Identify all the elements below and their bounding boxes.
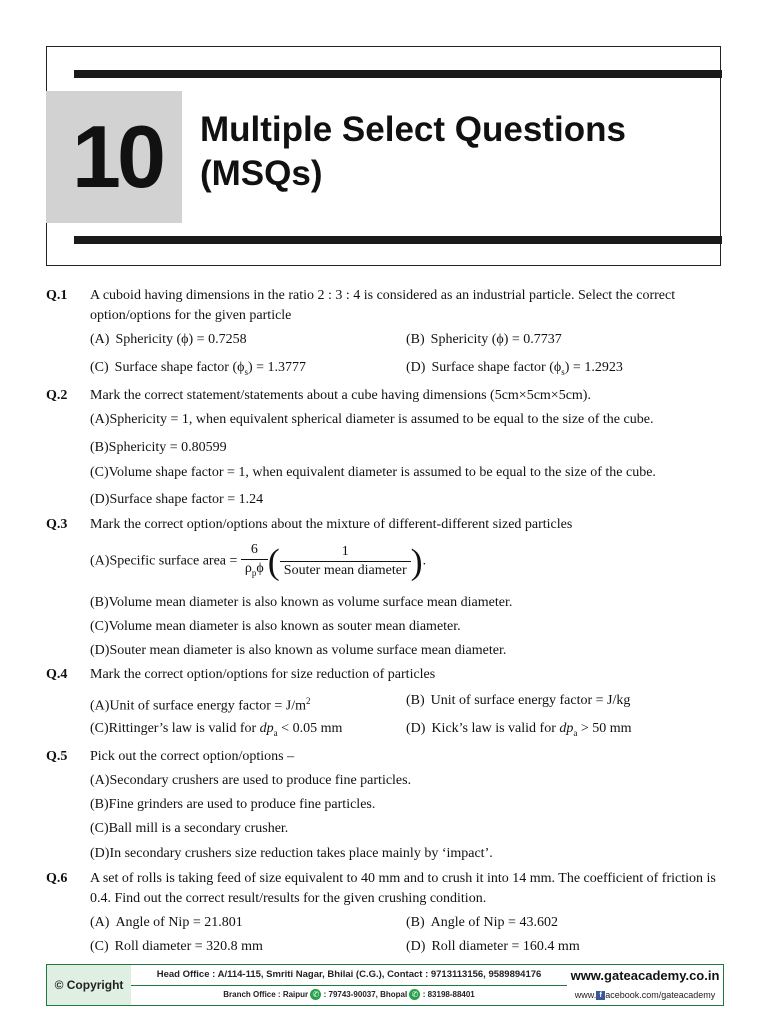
header-rule-top [74, 70, 722, 78]
question-5 [46, 747, 726, 867]
question-number: Q.1 [46, 288, 68, 303]
chapter-title-line1: Multiple Select Questions [200, 110, 626, 149]
option-c: (C)Volume shape factor = 1, when equivalent diameter is assumed to be equal to the size of the cube. [90, 465, 656, 480]
question-number: Q.4 [46, 667, 68, 682]
question-1 [46, 286, 726, 382]
option-a: (A) Angle of Nip = 21.801 [90, 915, 243, 930]
option-a: (A)Secondary crushers are used to produce fine particles. [90, 773, 412, 788]
question-stem: A set of rolls is taking feed of size equivalent to 40 mm and to crush it into 14 mm. The coefficient of friction is 0.4. Find out the correct result/results for the given crushing condition. [90, 871, 716, 906]
fraction-six-over-rho-phi: $\frac{6}{\rho_p\phi}$ [241, 541, 268, 582]
question-number: Q.5 [46, 749, 68, 764]
option-d: (D) Kick’s law is valid for $dp_a > 50$ mm [406, 721, 632, 738]
footer-divider [131, 985, 567, 986]
option-a: (A)Specific surface area = $\frac{6}{\rho_p\phi}$ ( $\frac{1}{\text{Souter mean diameter}}$ ). [90, 541, 427, 582]
option-c: (C)Rittinger’s law is valid for $dp_a < 0.05$ mm [90, 721, 343, 738]
option-b: (B) Angle of Nip = 43.602 [406, 915, 558, 930]
question-3 [46, 515, 726, 663]
phone-icon: ✆ [409, 989, 420, 1000]
fraction-one-over-souter: $\frac{1}{\text{Souter mean diameter}}$ [280, 543, 411, 580]
question-stem: Pick out the correct option/options – [90, 749, 295, 764]
option-a: (A) Sphericity (ϕ) = 0.7258 [90, 332, 247, 347]
question-6 [46, 869, 726, 961]
question-number: Q.2 [46, 388, 68, 403]
option-a: (A)Unit of surface energy factor = $J/m^2$ [90, 696, 311, 714]
question-2 [46, 386, 726, 512]
branch-office-line: Branch Office : Raipur ✆ : 79743-90037, Bhopal ✆ : 83198-88401 [223, 990, 475, 1000]
question-stem: A cuboid having dimensions in the ratio 2 : 3 : 4 is considered as an industrial particle. Select the correct option/options for the given particle [90, 288, 676, 323]
option-d: (D)Surface shape factor = 1.24 [90, 492, 264, 507]
question-stem: Mark the correct statement/statements about a cube having dimensions (5cm×5cm×5cm). [90, 388, 591, 403]
option-c: (C) Surface shape factor $(\phi_s) = 1.3777$ [90, 360, 307, 377]
option-c: (C) Roll diameter = 320.8 mm [90, 939, 263, 954]
phone-icon: ✆ [310, 989, 321, 1000]
facebook-link[interactable]: www. f acebook.com/gateacademy [574, 990, 716, 1000]
head-office-line: Head Office : A/114-115, Smriti Nagar, Bhilai (C.G.), Contact : 9713113156, 9589894176 [156, 969, 542, 980]
page-footer [46, 964, 724, 1006]
option-c: (C)Ball mill is a secondary crusher. [90, 821, 289, 836]
facebook-icon: f [596, 991, 605, 1000]
option-b: (B)Fine grinders are used to produce fine particles. [90, 797, 376, 812]
option-d: (D) Roll diameter = 160.4 mm [406, 939, 580, 954]
option-d: (D) Surface shape factor $(\phi_s) = 1.2923$ [406, 360, 623, 377]
website-link[interactable]: www.gateacademy.co.in [570, 968, 720, 983]
chapter-title [200, 108, 626, 196]
chapter-number: 10 [72, 107, 162, 206]
question-number: Q.3 [46, 517, 68, 532]
copyright-label: © Copyright [47, 965, 131, 1005]
question-number: Q.6 [46, 871, 68, 886]
footer-contact [131, 965, 567, 1005]
option-b: (B) Unit of surface energy factor = J/kg [406, 693, 631, 708]
header-rule-bottom [74, 236, 722, 244]
option-a: (A)Sphericity = 1, when equivalent spherical diameter is assumed to be equal to the size of the cube. [90, 412, 654, 427]
option-d: (D)In secondary crushers size reduction takes place mainly by ‘impact’. [90, 846, 493, 861]
option-b: (B) Sphericity (ϕ) = 0.7737 [406, 332, 562, 347]
option-d: (D)Souter mean diameter is also known as volume surface mean diameter. [90, 643, 507, 658]
question-stem: Mark the correct option/options for size reduction of particles [90, 667, 436, 682]
chapter-title-line2: (MSQs) [200, 154, 323, 193]
footer-links [567, 965, 723, 1005]
question-4 [46, 665, 726, 745]
question-stem: Mark the correct option/options about the mixture of different-different sized particles [90, 517, 573, 532]
option-c: (C)Volume mean diameter is also known as souter mean diameter. [90, 619, 461, 634]
option-b: (B)Volume mean diameter is also known as volume surface mean diameter. [90, 595, 513, 610]
option-b: (B)Sphericity = 0.80599 [90, 440, 227, 455]
